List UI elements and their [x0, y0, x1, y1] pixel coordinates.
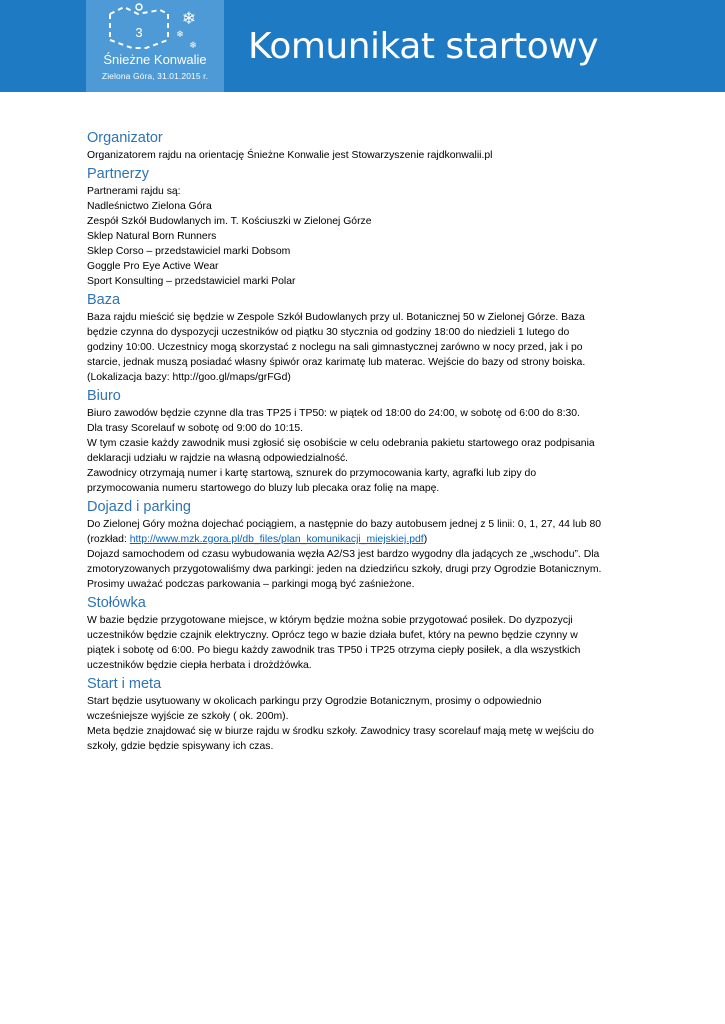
text-line: Zawodnicy otrzymają numer i kartę startową, sznurek do przymocowania karty, agrafki lub zipy do — [87, 468, 537, 479]
section-heading: Dojazd i parking — [87, 499, 191, 515]
partner-item: Goggle Pro Eye Active Wear — [87, 261, 219, 272]
text-line: godziny 10:00. Uczestnicy mogą skorzystać z noclegu na sali gimnastycznej zarówno w nocy przed, jak i po — [87, 342, 583, 353]
section-partnerzy — [87, 165, 647, 289]
text-line: Meta będzie znajdować się w biurze rajdu w środku szkoły. Zawodnicy trasy scorelauf mają metę w wejściu do — [87, 726, 594, 737]
section-biuro — [87, 387, 647, 496]
timetable-link[interactable]: http://www.mzk.zgora.pl/db_files/plan_komunikacji_miejskiej.pdf — [129, 534, 424, 545]
text-line: Partnerami rajdu są: — [87, 186, 181, 197]
timetable-line — [87, 532, 647, 547]
snowflake-icon: ❄ — [176, 30, 184, 40]
partner-item: Sport Konsulting – przedstawiciel marki Polar — [87, 276, 296, 287]
lantern-top-ring — [136, 4, 142, 10]
page-title: Komunikat startowy — [248, 26, 598, 67]
text-line: zmotoryzowanych przygotowaliśmy dwa parkingi: jeden na dziedzińcu szkoły, drugi przy Ogrodzie Botanicznym. — [87, 564, 602, 575]
event-logo — [86, 0, 224, 92]
text-line: przymocowania numeru startowego do bluzy lub plecaka oraz folię na mapę. — [87, 483, 440, 494]
logo-date: Zielona Góra, 31.01.2015 r. — [101, 71, 209, 81]
text-line: Start będzie usytuowany w okolicach parkingu przy Ogrodzie Botanicznym, prosimy o odpowiednio — [87, 696, 542, 707]
section-heading: Organizator — [87, 130, 163, 146]
partner-item: Sklep Corso – przedstawiciel marki Dobsom — [87, 246, 291, 257]
text-fragment: ) — [423, 534, 428, 545]
partner-item: Zespół Szkół Budowlanych im. T. Kościuszki w Zielonej Górze — [87, 216, 372, 227]
text-line: wcześniejsze wyjście ze szkoły ( ok. 200m). — [87, 711, 289, 722]
text-line: Baza rajdu mieścić się będzie w Zespole Szkół Budowlanych przy ul. Botanicznej 50 w Zielonej Górze. Baza — [87, 312, 585, 323]
text-line: Dla trasy Scorelauf w sobotę od 9:00 do 10:15. — [87, 423, 304, 434]
logo-number: 3 — [135, 25, 143, 40]
document-body — [87, 129, 647, 756]
text-line: szkoły, gdzie będzie spisywany ich czas. — [87, 741, 274, 752]
text-line: W tym czasie każdy zawodnik musi zgłosić się osobiście w celu odebrania pakietu startowego oraz podpisania — [87, 438, 595, 449]
section-heading: Stołówka — [87, 595, 146, 611]
partner-item: Nadleśnictwo Zielona Góra — [87, 201, 212, 212]
header-band — [0, 0, 725, 92]
section-organizator — [87, 129, 647, 163]
text-line: deklaracji udziału w rajdzie na własną odpowiedzialność. — [87, 453, 349, 464]
text-line: Do Zielonej Góry można dojechać pociągiem, a następnie do bazy autobusem jednej z 5 linii: 0, 1, 27, 44 lub 80 — [87, 519, 602, 530]
text-line: (Lokalizacja bazy: http://goo.gl/maps/grFGd) — [87, 372, 291, 383]
partner-item: Sklep Natural Born Runners — [87, 231, 217, 242]
text-line: Organizatorem rajdu na orientację Śnieżne Konwalie jest Stowarzyszenie rajdkonwalii.pl — [87, 150, 493, 161]
text-line: W bazie będzie przygotowane miejsce, w którym będzie można sobie przygotować posiłek. Do dyzpozycji — [87, 615, 573, 626]
section-start-meta — [87, 675, 647, 754]
section-heading: Partnerzy — [87, 166, 150, 182]
snowflake-icon: ❄ — [181, 9, 197, 29]
section-heading: Biuro — [87, 388, 121, 404]
text-line: uczestników będzie czajnik elektryczny. Oprócz tego w bazie działa bufet, który na pewno będzie czynny w — [87, 630, 578, 641]
section-stolowka — [87, 594, 647, 673]
text-line: Dojazd samochodem od czasu wybudowania węzła A2/S3 jest bardzo wygodny dla jadących ze „wschodu”. Dla — [87, 549, 600, 560]
section-heading: Start i meta — [87, 676, 162, 692]
section-dojazd — [87, 498, 647, 592]
snowflake-icon: ❄ — [189, 41, 197, 51]
text-line: Biuro zawodów będzie czynne dla tras TP25 i TP50: w piątek od 18:00 do 24:00, w sobotę od 6:00 do 8:30. — [87, 408, 580, 419]
text-line: starcie, jednak muszą posiadać własny śpiwór oraz karimatę lub materac. Wejście do bazy od strony boiska. — [87, 357, 586, 368]
section-baza — [87, 291, 647, 385]
text-line: uczestników będzie ciepła herbata i drożdżówka. — [87, 660, 312, 671]
text-line: będzie czynna do dyspozycji uczestników od piątku 30 stycznia od godziny 18:00 do niedzieli 1 lutego do — [87, 327, 570, 338]
logo-name: Śnieżne Konwalie — [103, 52, 207, 67]
text-line: piątek i sobotę od 6:00. Po biegu każdy zawodnik tras TP50 i TP25 otrzyma ciepły posiłek, a dla wszystkich — [87, 645, 581, 656]
section-heading: Baza — [87, 292, 121, 308]
text-fragment: (rozkład: — [87, 534, 130, 545]
text-line: Prosimy uważać podczas parkowania – parkingi mogą być zaśnieżone. — [87, 579, 415, 590]
